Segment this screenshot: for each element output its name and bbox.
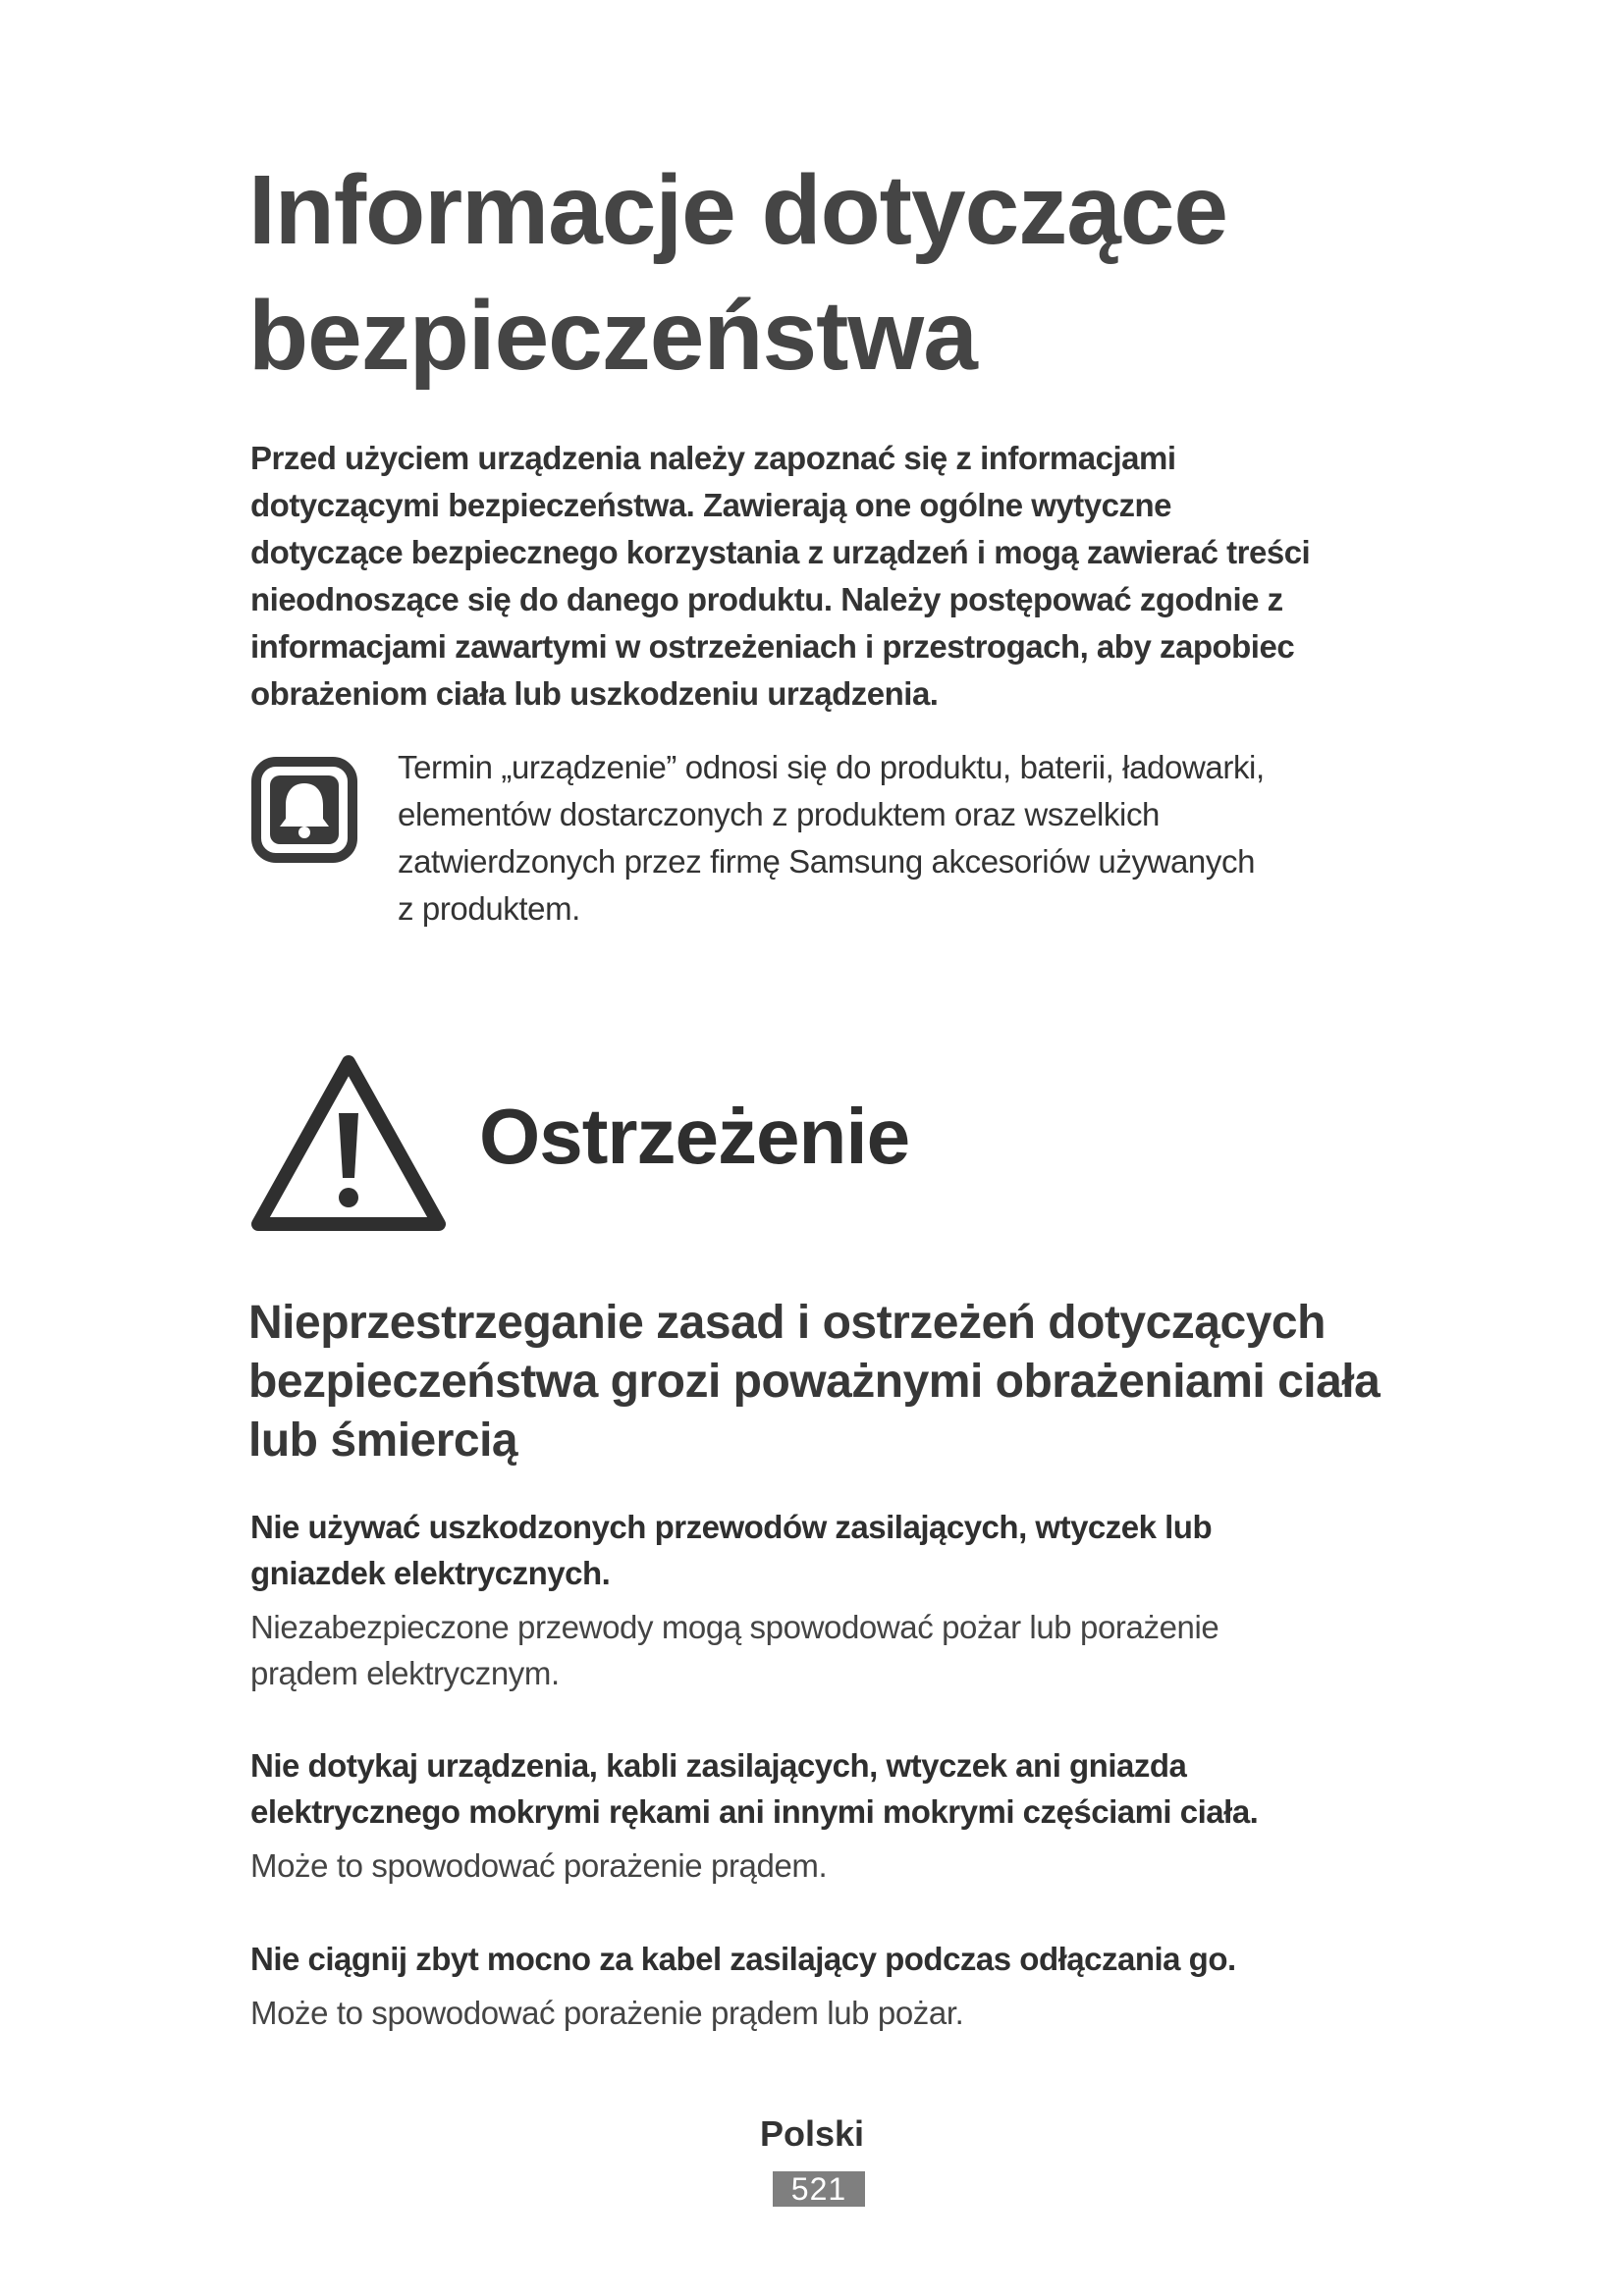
warning-heading: Ostrzeżenie (479, 1093, 910, 1180)
bell-notice-icon (250, 756, 358, 864)
safety-rule (250, 1504, 1380, 1696)
safety-rule (250, 1936, 1380, 2036)
note-line: elementów dostarczonych z produktem oraz wszelkich (398, 796, 1161, 832)
rule-title-line: elektrycznego mokrymi rękami ani innymi mokrymi częściami ciała. (250, 1793, 1259, 1830)
intro-line: informacjami zawartymi w ostrzeżeniach i przestrogach, aby zapobiec (250, 628, 1295, 665)
rule-description (250, 1990, 1380, 2036)
rule-title (250, 1742, 1380, 1835)
rule-desc-line: Może to spowodować porażenie prądem. (250, 1847, 828, 1884)
page-number-badge: 521 (773, 2171, 865, 2207)
rule-title (250, 1504, 1380, 1596)
safety-rule (250, 1742, 1380, 1889)
note-line: z produktem. (398, 890, 580, 927)
rule-title-line: Nie ciągnij zbyt mocno za kabel zasilający podczas odłączania go. (250, 1941, 1236, 1977)
rule-description (250, 1842, 1380, 1889)
note-line: zatwierdzonych przez firmę Samsung akcesoriów używanych (398, 843, 1256, 880)
note-line: Termin „urządzenie” odnosi się do produktu, baterii, ładowarki, (398, 749, 1265, 785)
rule-description (250, 1604, 1380, 1696)
note-text (398, 744, 1380, 933)
rule-desc-line: prądem elektrycznym. (250, 1655, 560, 1691)
footer-language: Polski (759, 2113, 865, 2154)
subheading-line: lub śmiercią (248, 1415, 518, 1467)
subheading-line: Nieprzestrzeganie zasad i ostrzeżeń dotyczących (248, 1297, 1326, 1349)
title-line: Informacje dotyczące (248, 155, 1228, 265)
subheading-line: bezpieczeństwa grozi poważnymi obrażeniami ciała (248, 1356, 1380, 1408)
rule-title-line: gniazdek elektrycznych. (250, 1555, 611, 1591)
rule-title-line: Nie dotykaj urządzenia, kabli zasilających, wtyczek ani gniazda (250, 1747, 1187, 1784)
section-subheading (248, 1294, 1427, 1470)
intro-line: dotyczącymi bezpieczeństwa. Zawierają one ogólne wytyczne (250, 487, 1171, 523)
rule-title-line: Nie używać uszkodzonych przewodów zasilających, wtyczek lub (250, 1509, 1213, 1545)
warning-triangle-icon (250, 1052, 447, 1234)
intro-line: dotyczące bezpiecznego korzystania z urządzeń i mogą zawierać treści (250, 534, 1311, 570)
intro-line: nieodnoszące się do danego produktu. Należy postępować zgodnie z (250, 581, 1283, 617)
page-title (248, 147, 1427, 399)
title-line: bezpieczeństwa (248, 281, 977, 391)
intro-paragraph (250, 435, 1409, 718)
rule-desc-line: Może to spowodować porażenie prądem lub pożar. (250, 1995, 964, 2031)
intro-line: obrażeniom ciała lub uszkodzeniu urządzenia. (250, 675, 939, 712)
rule-desc-line: Niezabezpieczone przewody mogą spowodować pożar lub porażenie (250, 1609, 1219, 1645)
rule-title (250, 1936, 1380, 1982)
intro-line: Przed użyciem urządzenia należy zapoznać się z informacjami (250, 440, 1176, 476)
